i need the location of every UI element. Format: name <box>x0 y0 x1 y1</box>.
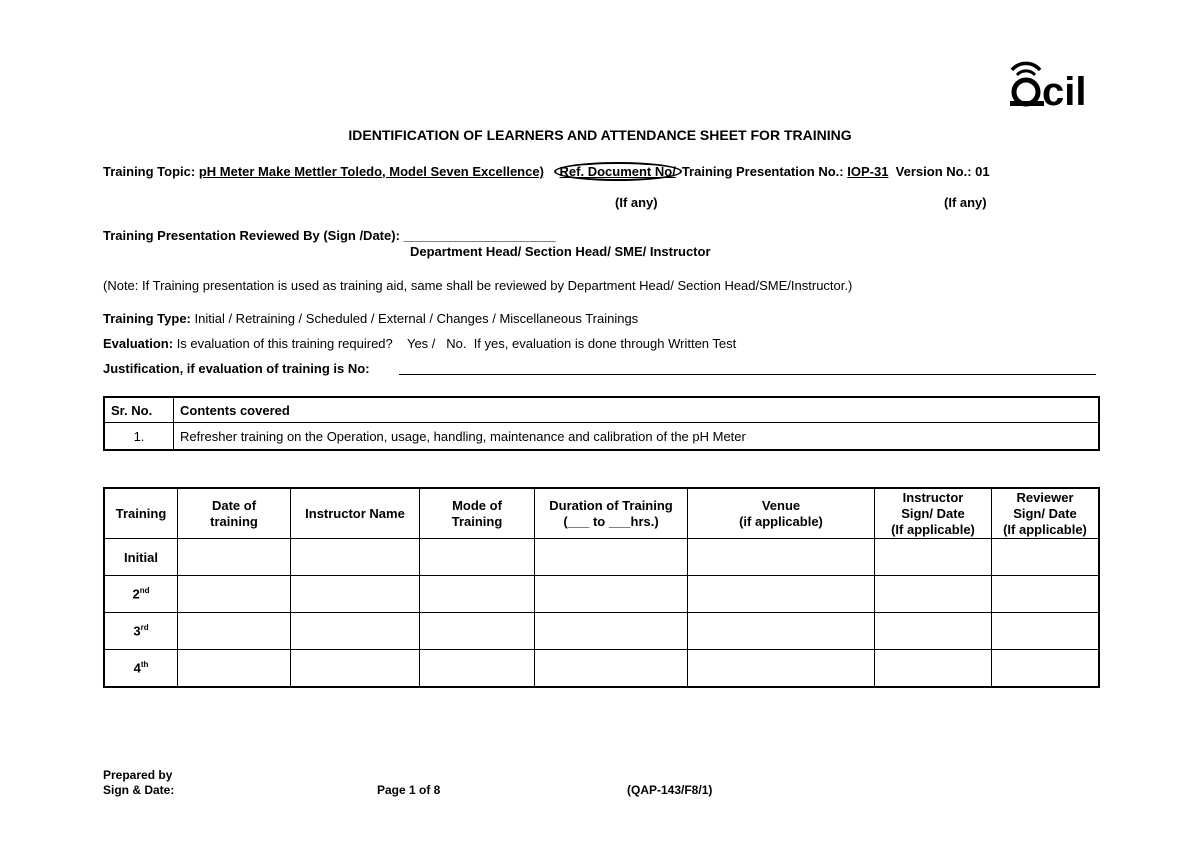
if-any-note-1: (If any) <box>615 195 658 210</box>
row-label-initial: Initial <box>104 539 178 576</box>
contents-cell: Refresher training on the Operation, usage, handling, maintenance and calibration of the pH Meter <box>174 423 1100 451</box>
venue-header: Venue (if applicable) <box>688 488 875 539</box>
contents-covered-header: Contents covered <box>174 397 1100 423</box>
company-logo <box>1004 56 1104 108</box>
training-topic-value: pH Meter Make Mettler Toledo, Model Seven Excellence) <box>198 164 544 179</box>
justification-label: Justification, if evaluation of training is No: <box>103 361 370 376</box>
sign-date-label: Sign & Date: <box>103 783 175 797</box>
justification-blank-line <box>399 374 1096 375</box>
presentation-no-label: Training Presentation No.: <box>681 164 844 179</box>
document-code: (QAP-143/F8/1) <box>627 783 713 797</box>
row-label-4th: 4th <box>104 650 178 688</box>
reviewer-sign-header: Reviewer Sign/ Date (If applicable) <box>992 488 1100 539</box>
training-table <box>103 487 1100 688</box>
ref-document-label: Ref. Document No/ <box>559 164 676 179</box>
row-label-2nd: 2nd <box>104 576 178 613</box>
duration-header: Duration of Training (___ to ___hrs.) <box>535 488 688 539</box>
contents-header-row <box>104 397 1099 423</box>
presentation-no-value: IOP-31 <box>847 164 889 179</box>
table-row <box>104 539 1099 576</box>
table-row <box>104 576 1099 613</box>
reviewed-by-label: Training Presentation Reviewed By (Sign /Date): <box>103 228 400 243</box>
table-row <box>104 613 1099 650</box>
training-header: Training <box>104 488 178 539</box>
page-number: Page 1 of 8 <box>377 783 441 797</box>
reviewed-by-blank: _____________________ <box>403 228 556 243</box>
if-any-note-2: (If any) <box>944 195 987 210</box>
ref-document-circled <box>554 162 682 181</box>
reviewed-by-sub: Department Head/ Section Head/ SME/ Instructor <box>410 244 711 259</box>
training-header-row <box>104 488 1099 539</box>
date-header: Date of training <box>178 488 291 539</box>
table-row <box>104 423 1099 451</box>
reviewed-by-line <box>103 228 555 243</box>
training-topic-label: Training Topic: <box>103 164 196 179</box>
evaluation-line <box>103 336 736 351</box>
evaluation-value: Is evaluation of this training required? Yes / No. If yes, evaluation is done through Written Test <box>173 336 737 351</box>
training-type-value: Initial / Retraining / Scheduled / External / Changes / Miscellaneous Trainings <box>190 311 639 326</box>
table-row <box>104 650 1099 688</box>
row-label-3rd: 3rd <box>104 613 178 650</box>
sr-no-header: Sr. No. <box>104 397 174 423</box>
mode-header: Mode of Training <box>420 488 535 539</box>
training-type-label: Training Type: <box>103 311 191 326</box>
instructor-sign-header: Instructor Sign/ Date (If applicable) <box>875 488 992 539</box>
training-topic-line <box>103 162 990 181</box>
svg-text:cil: cil <box>1042 70 1087 108</box>
note-text: (Note: If Training presentation is used as training aid, same shall be reviewed by Department Head/ Section Head/SME/Instructor.) <box>103 278 853 293</box>
contents-table <box>103 396 1100 451</box>
evaluation-label: Evaluation: <box>103 336 174 351</box>
sr-no-cell: 1. <box>104 423 174 451</box>
page-title: IDENTIFICATION OF LEARNERS AND ATTENDANCE SHEET FOR TRAINING <box>348 127 852 143</box>
version-no: Version No.: 01 <box>895 164 990 179</box>
prepared-by-label: Prepared by <box>103 768 173 782</box>
training-type-line <box>103 311 638 326</box>
instructor-name-header: Instructor Name <box>291 488 420 539</box>
